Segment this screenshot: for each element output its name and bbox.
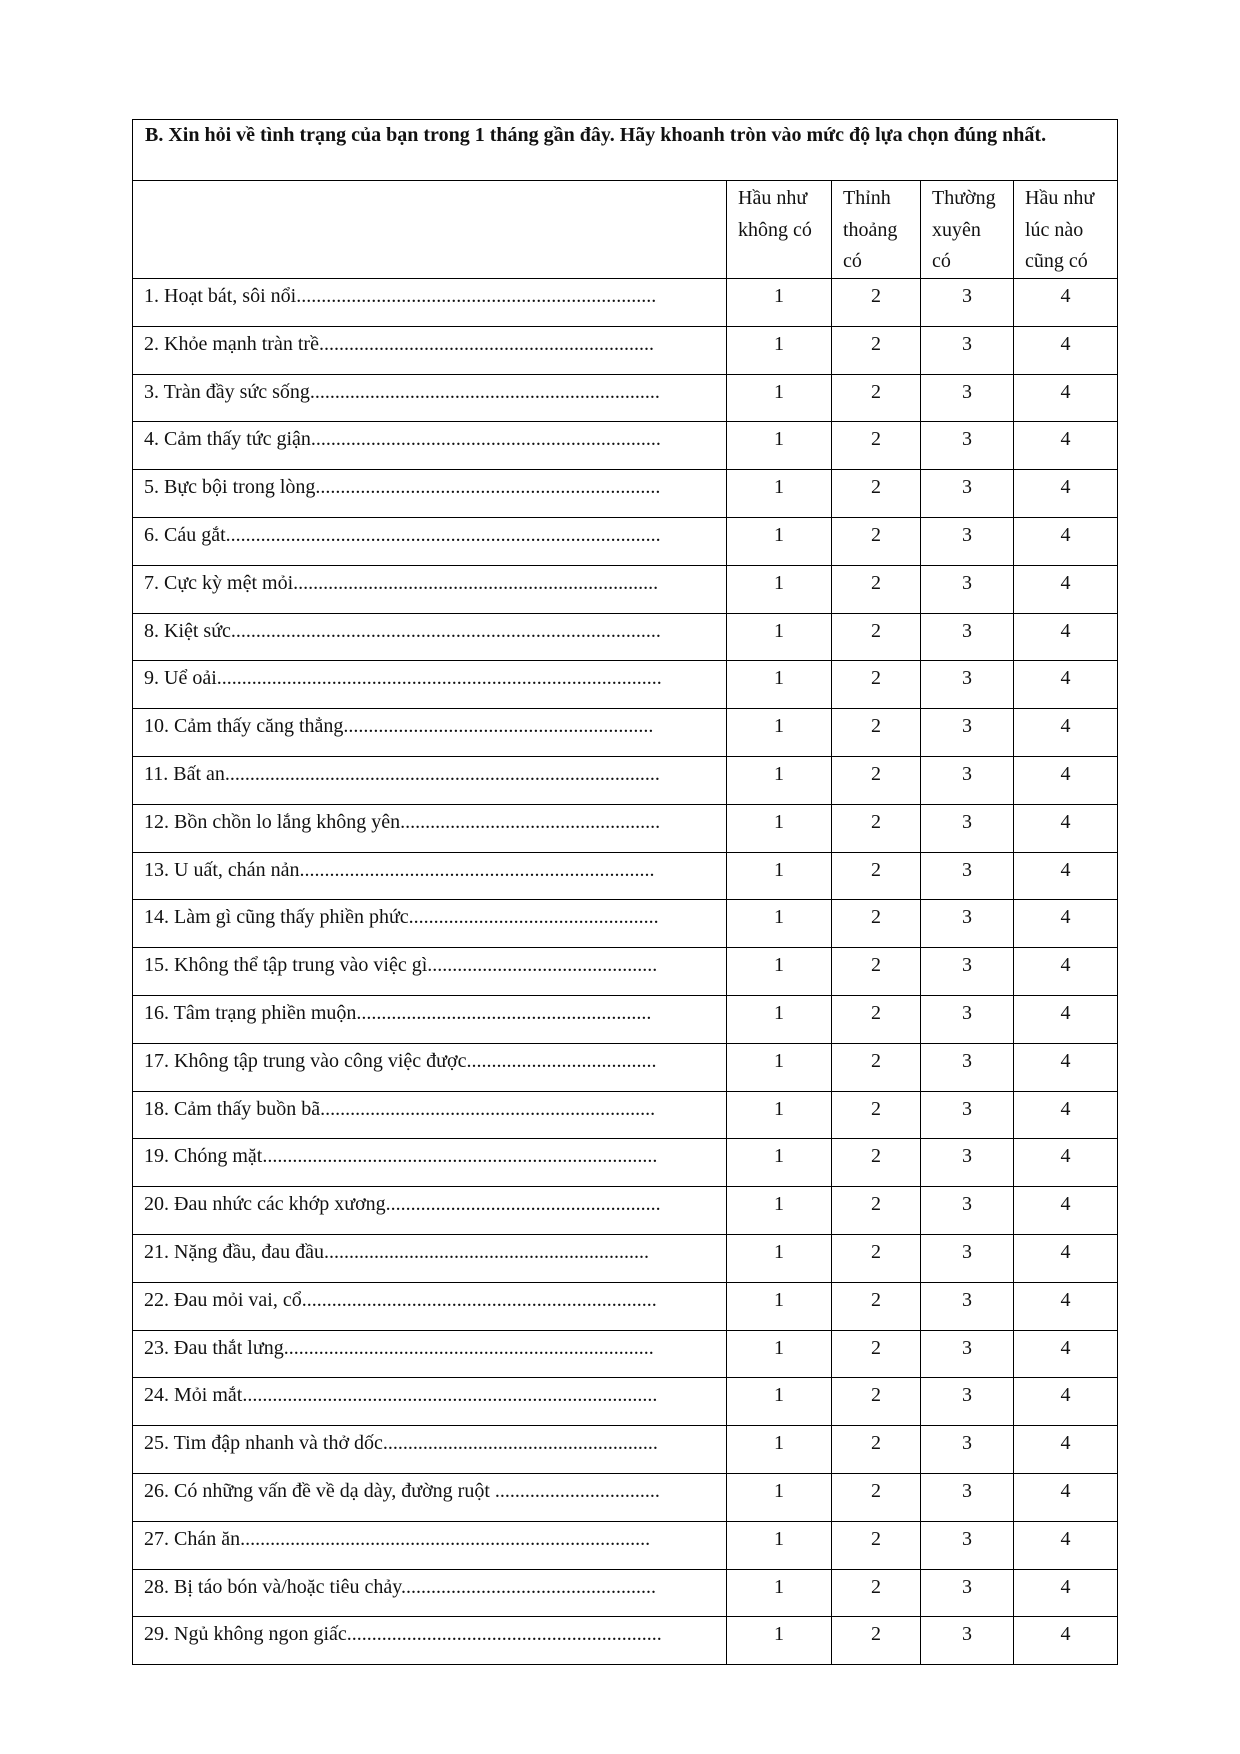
rating-option-1[interactable]: 1 [727, 279, 832, 327]
rating-option-1[interactable]: 1 [727, 852, 832, 900]
table-row [133, 470, 1118, 518]
item-label: 29. Ngủ không ngon giấc............................................................... [133, 1617, 727, 1665]
rating-option-1[interactable]: 1 [727, 422, 832, 470]
rating-option-3[interactable]: 3 [921, 470, 1014, 518]
item-label: 21. Nặng đầu, đau đầu................................................................. [133, 1234, 727, 1282]
rating-option-1[interactable]: 1 [727, 709, 832, 757]
rating-option-4[interactable]: 4 [1014, 517, 1118, 565]
rating-option-2[interactable]: 2 [832, 1521, 921, 1569]
table-row [133, 1282, 1118, 1330]
rating-option-2[interactable]: 2 [832, 1043, 921, 1091]
table-row [133, 326, 1118, 374]
rating-option-3[interactable]: 3 [921, 279, 1014, 327]
rating-option-2[interactable]: 2 [832, 422, 921, 470]
section-title: B. Xin hỏi về tình trạng của bạn trong 1 tháng gần đây. Hãy khoanh tròn vào mức độ lựa chọn đúng nhất. [133, 120, 1118, 181]
rating-option-2[interactable]: 2 [832, 709, 921, 757]
rating-option-2[interactable]: 2 [832, 1617, 921, 1665]
rating-option-3[interactable]: 3 [921, 900, 1014, 948]
rating-option-2[interactable]: 2 [832, 517, 921, 565]
table-row [133, 613, 1118, 661]
item-label: 23. Đau thắt lưng.......................................................................... [133, 1330, 727, 1378]
rating-option-4[interactable]: 4 [1014, 1091, 1118, 1139]
rating-option-2[interactable]: 2 [832, 565, 921, 613]
table-row [133, 1043, 1118, 1091]
rating-option-2[interactable]: 2 [832, 1139, 921, 1187]
item-label: 27. Chán ăn.................................................................................. [133, 1521, 727, 1569]
rating-option-4[interactable]: 4 [1014, 804, 1118, 852]
rating-option-2[interactable]: 2 [832, 1091, 921, 1139]
item-label: 2. Khỏe mạnh tràn trề................................................................... [133, 326, 727, 374]
rating-option-4[interactable]: 4 [1014, 1473, 1118, 1521]
rating-option-3[interactable]: 3 [921, 326, 1014, 374]
rating-option-3[interactable]: 3 [921, 995, 1014, 1043]
rating-option-4[interactable]: 4 [1014, 1282, 1118, 1330]
rating-option-1[interactable]: 1 [727, 1473, 832, 1521]
rating-option-1[interactable]: 1 [727, 1521, 832, 1569]
rating-option-1[interactable]: 1 [727, 1426, 832, 1474]
table-row [133, 709, 1118, 757]
item-label: 18. Cảm thấy buồn bã................................................................... [133, 1091, 727, 1139]
item-label: 4. Cảm thấy tức giận...................................................................... [133, 422, 727, 470]
rating-option-2[interactable]: 2 [832, 1330, 921, 1378]
table-row [133, 279, 1118, 327]
rating-option-4[interactable]: 4 [1014, 1378, 1118, 1426]
table-row [133, 948, 1118, 996]
rating-option-2[interactable]: 2 [832, 1234, 921, 1282]
rating-option-2[interactable]: 2 [832, 852, 921, 900]
table-row [133, 517, 1118, 565]
rating-option-1[interactable]: 1 [727, 1378, 832, 1426]
item-label: 25. Tim đập nhanh và thở dốc....................................................... [133, 1426, 727, 1474]
rating-option-4[interactable]: 4 [1014, 1521, 1118, 1569]
rating-option-3[interactable]: 3 [921, 852, 1014, 900]
rating-option-3[interactable]: 3 [921, 1234, 1014, 1282]
rating-option-3[interactable]: 3 [921, 1139, 1014, 1187]
table-row [133, 756, 1118, 804]
rating-option-3[interactable]: 3 [921, 1187, 1014, 1235]
rating-option-4[interactable]: 4 [1014, 948, 1118, 996]
rating-option-1[interactable]: 1 [727, 1139, 832, 1187]
rating-option-4[interactable]: 4 [1014, 1234, 1118, 1282]
rating-option-3[interactable]: 3 [921, 517, 1014, 565]
rating-option-2[interactable]: 2 [832, 1569, 921, 1617]
table-row [133, 1330, 1118, 1378]
rating-option-3[interactable]: 3 [921, 756, 1014, 804]
table-row [133, 374, 1118, 422]
rating-option-4[interactable]: 4 [1014, 1330, 1118, 1378]
rating-option-1[interactable]: 1 [727, 1091, 832, 1139]
table-row [133, 900, 1118, 948]
rating-option-4[interactable]: 4 [1014, 995, 1118, 1043]
item-label: 26. Có những vấn đề về dạ dày, đường ruột ................................. [133, 1473, 727, 1521]
table-row [133, 1569, 1118, 1617]
rating-option-3[interactable]: 3 [921, 1282, 1014, 1330]
rating-option-1[interactable]: 1 [727, 374, 832, 422]
rating-option-2[interactable]: 2 [832, 1473, 921, 1521]
rating-option-1[interactable]: 1 [727, 1330, 832, 1378]
rating-option-4[interactable]: 4 [1014, 326, 1118, 374]
rating-option-3[interactable]: 3 [921, 422, 1014, 470]
rating-option-3[interactable]: 3 [921, 1569, 1014, 1617]
table-row [133, 565, 1118, 613]
item-label: 9. Uể oải......................................................................................... [133, 661, 727, 709]
rating-option-2[interactable]: 2 [832, 613, 921, 661]
rating-option-3[interactable]: 3 [921, 804, 1014, 852]
rating-option-4[interactable]: 4 [1014, 1569, 1118, 1617]
table-row [133, 1139, 1118, 1187]
rating-option-1[interactable]: 1 [727, 565, 832, 613]
rating-option-2[interactable]: 2 [832, 900, 921, 948]
item-label: 13. U uất, chán nản....................................................................... [133, 852, 727, 900]
table-row [133, 995, 1118, 1043]
rating-option-4[interactable]: 4 [1014, 709, 1118, 757]
table-row [133, 1473, 1118, 1521]
rating-option-3[interactable]: 3 [921, 1330, 1014, 1378]
rating-option-1[interactable]: 1 [727, 804, 832, 852]
rating-option-1[interactable]: 1 [727, 1282, 832, 1330]
item-label: 5. Bực bội trong lòng..................................................................... [133, 470, 727, 518]
rating-option-3[interactable]: 3 [921, 661, 1014, 709]
table-row [133, 852, 1118, 900]
item-label: 17. Không tập trung vào công việc được...................................... [133, 1043, 727, 1091]
rating-option-4[interactable]: 4 [1014, 565, 1118, 613]
item-label: 19. Chóng mặt............................................................................... [133, 1139, 727, 1187]
table-row [133, 1378, 1118, 1426]
table-row [133, 1187, 1118, 1235]
item-label: 8. Kiệt sức...................................................................................... [133, 613, 727, 661]
rating-option-2[interactable]: 2 [832, 804, 921, 852]
rating-option-1[interactable]: 1 [727, 1043, 832, 1091]
rating-option-3[interactable]: 3 [921, 948, 1014, 996]
rating-option-3[interactable]: 3 [921, 1426, 1014, 1474]
table-row [133, 1091, 1118, 1139]
table-row [133, 661, 1118, 709]
rating-option-4[interactable]: 4 [1014, 613, 1118, 661]
rating-option-1[interactable]: 1 [727, 1187, 832, 1235]
item-label: 20. Đau nhức các khớp xương....................................................... [133, 1187, 727, 1235]
rating-option-3[interactable]: 3 [921, 1043, 1014, 1091]
rating-option-4[interactable]: 4 [1014, 756, 1118, 804]
item-label: 7. Cực kỳ mệt mỏi......................................................................... [133, 565, 727, 613]
rating-option-1[interactable]: 1 [727, 900, 832, 948]
rating-option-3[interactable]: 3 [921, 1091, 1014, 1139]
rating-option-3[interactable]: 3 [921, 1521, 1014, 1569]
rating-option-2[interactable]: 2 [832, 326, 921, 374]
rating-option-4[interactable]: 4 [1014, 661, 1118, 709]
table-row [133, 1617, 1118, 1665]
rating-option-2[interactable]: 2 [832, 1187, 921, 1235]
column-header-3: Thường xuyên có [921, 181, 1014, 279]
rating-option-2[interactable]: 2 [832, 374, 921, 422]
rating-option-1[interactable]: 1 [727, 661, 832, 709]
rating-option-3[interactable]: 3 [921, 613, 1014, 661]
item-label: 1. Hoạt bát, sôi nổi........................................................................ [133, 279, 727, 327]
rating-option-4[interactable]: 4 [1014, 900, 1118, 948]
header-empty-cell [133, 181, 727, 279]
rating-option-2[interactable]: 2 [832, 1282, 921, 1330]
header-row [133, 181, 1118, 279]
rating-option-3[interactable]: 3 [921, 709, 1014, 757]
rating-option-1[interactable]: 1 [727, 1569, 832, 1617]
rating-option-3[interactable]: 3 [921, 1473, 1014, 1521]
title-row [133, 120, 1118, 181]
table-row [133, 1426, 1118, 1474]
rating-option-4[interactable]: 4 [1014, 852, 1118, 900]
rating-option-1[interactable]: 1 [727, 1234, 832, 1282]
questionnaire-table [132, 119, 1118, 1665]
rating-option-1[interactable]: 1 [727, 995, 832, 1043]
column-header-1: Hầu như không có [727, 181, 832, 279]
column-header-4: Hầu như lúc nào cũng có [1014, 181, 1118, 279]
item-label: 14. Làm gì cũng thấy phiền phức.................................................. [133, 900, 727, 948]
rating-option-3[interactable]: 3 [921, 374, 1014, 422]
item-label: 24. Mỏi mắt................................................................................... [133, 1378, 727, 1426]
column-header-2: Thỉnh thoảng có [832, 181, 921, 279]
rating-option-2[interactable]: 2 [832, 661, 921, 709]
item-label: 16. Tâm trạng phiền muộn........................................................... [133, 995, 727, 1043]
item-label: 10. Cảm thấy căng thẳng.............................................................. [133, 709, 727, 757]
table-row [133, 804, 1118, 852]
rating-option-4[interactable]: 4 [1014, 470, 1118, 518]
rating-option-1[interactable]: 1 [727, 756, 832, 804]
rating-option-1[interactable]: 1 [727, 948, 832, 996]
rating-option-4[interactable]: 4 [1014, 1187, 1118, 1235]
item-label: 28. Bị táo bón và/hoặc tiêu chảy................................................... [133, 1569, 727, 1617]
rating-option-3[interactable]: 3 [921, 1617, 1014, 1665]
rating-option-4[interactable]: 4 [1014, 1043, 1118, 1091]
table-row [133, 1521, 1118, 1569]
item-label: 11. Bất an....................................................................................... [133, 756, 727, 804]
item-label: 6. Cáu gắt....................................................................................... [133, 517, 727, 565]
rating-option-1[interactable]: 1 [727, 517, 832, 565]
rating-option-1[interactable]: 1 [727, 326, 832, 374]
rating-option-1[interactable]: 1 [727, 470, 832, 518]
item-label: 22. Đau mỏi vai, cổ....................................................................... [133, 1282, 727, 1330]
item-label: 15. Không thể tập trung vào việc gì.............................................. [133, 948, 727, 996]
rating-option-4[interactable]: 4 [1014, 422, 1118, 470]
rating-option-4[interactable]: 4 [1014, 1139, 1118, 1187]
rating-option-2[interactable]: 2 [832, 1426, 921, 1474]
rating-option-2[interactable]: 2 [832, 756, 921, 804]
rating-option-4[interactable]: 4 [1014, 374, 1118, 422]
rating-option-3[interactable]: 3 [921, 565, 1014, 613]
table-row [133, 422, 1118, 470]
rating-option-2[interactable]: 2 [832, 995, 921, 1043]
rating-option-4[interactable]: 4 [1014, 279, 1118, 327]
table-row [133, 1234, 1118, 1282]
rating-option-4[interactable]: 4 [1014, 1617, 1118, 1665]
rating-option-2[interactable]: 2 [832, 1378, 921, 1426]
rating-option-2[interactable]: 2 [832, 948, 921, 996]
rating-option-3[interactable]: 3 [921, 1378, 1014, 1426]
item-label: 12. Bồn chồn lo lắng không yên.................................................... [133, 804, 727, 852]
rating-option-1[interactable]: 1 [727, 1617, 832, 1665]
rating-option-2[interactable]: 2 [832, 470, 921, 518]
rating-option-1[interactable]: 1 [727, 613, 832, 661]
rating-option-4[interactable]: 4 [1014, 1426, 1118, 1474]
rating-option-2[interactable]: 2 [832, 279, 921, 327]
item-label: 3. Tràn đầy sức sống...................................................................... [133, 374, 727, 422]
